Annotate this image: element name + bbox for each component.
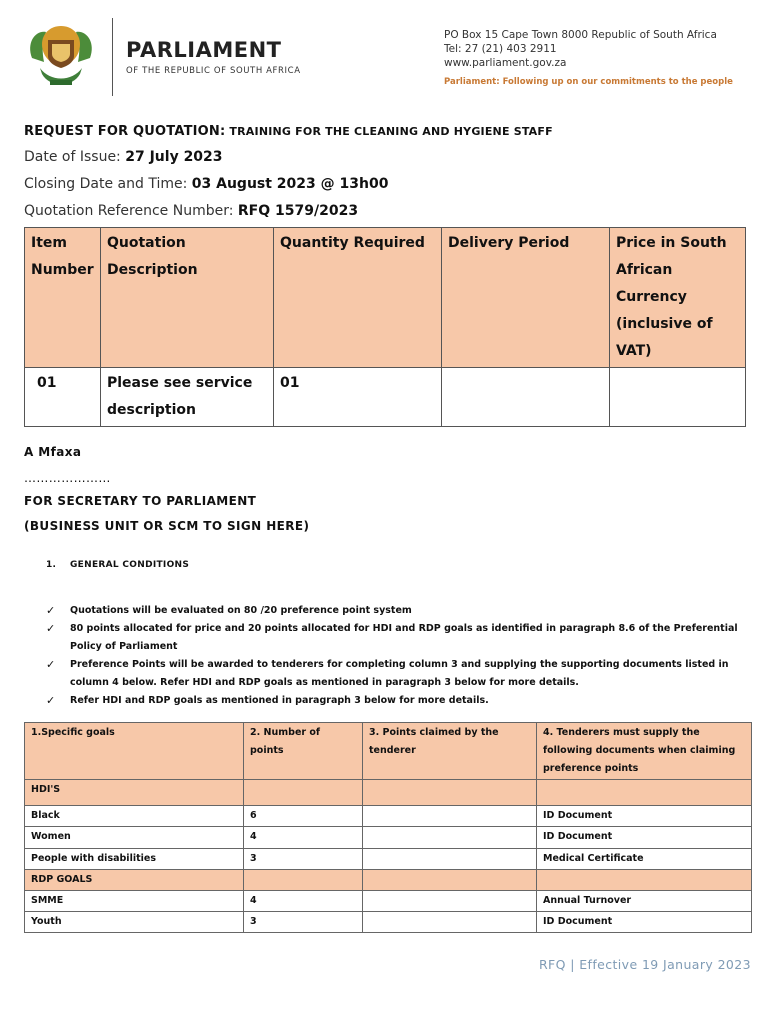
signatory-name: A Mfaxa bbox=[24, 445, 82, 459]
document-title bbox=[24, 124, 553, 139]
contact-block bbox=[444, 28, 717, 70]
closing-date-value: 03 August 2023 @ 13h00 bbox=[191, 176, 389, 192]
checkmark-icon: ✓ bbox=[46, 694, 56, 707]
closing-date: Closing Date and Time: 03 August 2023 @ 13h00 bbox=[24, 176, 389, 192]
general-conditions-heading: 1. GENERAL CONDITIONS bbox=[46, 560, 190, 570]
header-points-claimed: 3. Points claimed by the tenderer bbox=[363, 723, 537, 780]
website-link[interactable]: www.parliament.gov.za bbox=[444, 57, 567, 69]
header-quantity-required: Quantity Required bbox=[274, 228, 442, 368]
header-item-number: Item Number bbox=[25, 228, 101, 368]
description-cell: Please see service description bbox=[101, 368, 274, 427]
header-delivery-period: Delivery Period bbox=[442, 228, 610, 368]
list-item: ✓ Refer HDI and RDP goals as mentioned in paragraph 3 below for more details. bbox=[46, 692, 746, 710]
list-item: ✓ Quotations will be evaluated on 80 /20 preference point system bbox=[46, 602, 746, 620]
coat-of-arms-logo bbox=[20, 22, 102, 94]
table-row bbox=[25, 368, 746, 427]
table-row: Women 4 ID Document bbox=[25, 827, 752, 849]
points-claimed-cell[interactable] bbox=[363, 806, 537, 827]
reference-value: RFQ 1579/2023 bbox=[237, 203, 359, 219]
date-of-issue: Date of Issue: 27 July 2023 bbox=[24, 149, 223, 165]
table-row: People with disabilities 3 Medical Certificate bbox=[25, 849, 752, 870]
list-item: ✓ Preference Points will be awarded to tenderers for completing column 3 and supplying the supporting documents listed in column 4 below. Refer HDI and RDP goals as mentioned in paragraph 3 below for more details. bbox=[46, 658, 729, 688]
header-price: Price in South African Currency (inclusive of VAT) bbox=[610, 228, 746, 368]
signature-line: ………………… bbox=[24, 471, 111, 485]
quantity-cell: 01 bbox=[274, 368, 442, 427]
points-claimed-cell[interactable] bbox=[363, 827, 537, 849]
address: PO Box 15 Cape Town 8000 Republic of South Africa bbox=[444, 29, 717, 41]
checkmark-icon: ✓ bbox=[46, 604, 56, 617]
points-claimed-cell[interactable] bbox=[363, 891, 537, 912]
telephone: Tel: 27 (21) 403 2911 bbox=[444, 43, 557, 55]
section-row-hdi: HDI'S bbox=[25, 780, 752, 806]
signatory-instruction: (BUSINESS UNIT OR SCM TO SIGN HERE) bbox=[24, 519, 310, 533]
header-number-of-points: 2. Number of points bbox=[244, 723, 363, 780]
reference-number: Quotation Reference Number: RFQ 1579/2023 bbox=[24, 203, 359, 219]
checkmark-icon: ✓ bbox=[46, 622, 56, 635]
header-documents: 4. Tenderers must supply the following documents when claiming preference points bbox=[537, 723, 752, 780]
quotation-table-header bbox=[25, 228, 746, 368]
page-footer: RFQ | Effective 19 January 2023 bbox=[538, 957, 751, 972]
issue-date-value: 27 July 2023 bbox=[125, 149, 223, 165]
tagline: Parliament: Following up on our commitments to the people bbox=[444, 77, 733, 87]
table-row: SMME 4 Annual Turnover bbox=[25, 891, 752, 912]
points-claimed-cell[interactable] bbox=[363, 912, 537, 933]
price-cell[interactable] bbox=[610, 368, 746, 427]
checkmark-icon: ✓ bbox=[46, 658, 56, 671]
conditions-list bbox=[46, 602, 746, 710]
header-divider bbox=[112, 18, 113, 96]
list-item: ✓ 80 points allocated for price and 20 points allocated for HDI and RDP goals as identified in paragraph 8.6 of the Preferential Policy of Parliament bbox=[46, 622, 738, 652]
specific-goals-table bbox=[24, 722, 752, 933]
item-number-cell: 01 bbox=[25, 368, 101, 427]
header-quotation-description: Quotation Description bbox=[101, 228, 274, 368]
goals-table-header bbox=[25, 723, 752, 780]
signatory-title: FOR SECRETARY TO PARLIAMENT bbox=[24, 494, 257, 508]
points-claimed-cell[interactable] bbox=[363, 849, 537, 870]
quotation-table bbox=[24, 227, 746, 427]
table-row: Youth 3 ID Document bbox=[25, 912, 752, 933]
brand-subtitle: OF THE REPUBLIC OF SOUTH AFRICA bbox=[126, 66, 301, 76]
title-subject: TRAINING FOR THE CLEANING AND HYGIENE STAFF bbox=[225, 125, 553, 138]
table-row: Black 6 ID Document bbox=[25, 806, 752, 827]
brand-title: PARLIAMENT bbox=[126, 38, 282, 62]
letterhead bbox=[0, 0, 770, 110]
delivery-period-cell[interactable] bbox=[442, 368, 610, 427]
section-row-rdp: RDP GOALS bbox=[25, 870, 752, 891]
title-prefix: REQUEST FOR QUOTATION: bbox=[24, 124, 226, 139]
header-specific-goals: 1.Specific goals bbox=[25, 723, 244, 780]
